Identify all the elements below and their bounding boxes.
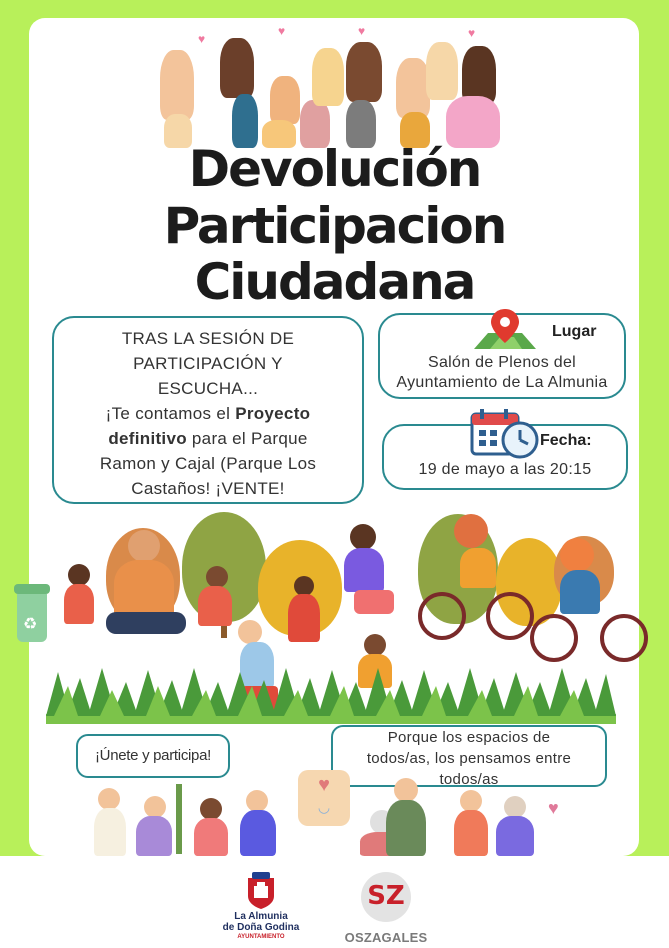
map-location-icon bbox=[470, 307, 540, 353]
intro-line-5: definitivo para el Parque bbox=[108, 429, 308, 448]
intro-line-2: PARTICIPACIÓN Y bbox=[133, 354, 283, 373]
raised-hands-illustration bbox=[150, 24, 510, 148]
location-line-2: Ayuntamiento de La Almunia bbox=[396, 374, 608, 391]
ayuntamiento-name-line-1: La Almunia bbox=[234, 911, 288, 922]
heart-icon: ♥ bbox=[278, 24, 286, 38]
intro-line-3: ESCUCHA... bbox=[157, 379, 259, 398]
ayuntamiento-logo bbox=[216, 872, 306, 948]
title-line-3: Ciudadana bbox=[194, 253, 475, 311]
ayuntamiento-name-line-2: de Doña Godina bbox=[222, 922, 300, 933]
location-box bbox=[378, 313, 626, 399]
oszagales-emblem-icon: SZ bbox=[361, 872, 411, 922]
location-label: Lugar bbox=[552, 323, 597, 340]
join-text: ¡Únete y participa! bbox=[94, 747, 212, 764]
title-line-1: Devolución bbox=[188, 140, 481, 198]
intro-highlight-1: Proyecto bbox=[235, 404, 311, 423]
heart-icon: ♥ bbox=[468, 26, 476, 40]
heart-flower-icon: ♥ bbox=[548, 798, 559, 818]
ayuntamiento-name-line-3: AYUNTAMIENTO bbox=[237, 934, 285, 940]
intro-line-4: ¡Te contamos el Proyecto bbox=[105, 404, 311, 423]
heart-icon: ♥ bbox=[198, 32, 206, 46]
footer bbox=[0, 856, 669, 948]
intro-line-7: Castaños! ¡VENTE! bbox=[131, 479, 285, 498]
oszagales-logo bbox=[340, 872, 432, 948]
date-box bbox=[382, 424, 628, 490]
intro-line-6: Ramon y Cajal (Parque Los bbox=[99, 454, 317, 473]
grass-illustration bbox=[46, 664, 616, 724]
motto-line-3: todos/as bbox=[439, 771, 499, 788]
motto-line-1: Porque los espacios de bbox=[387, 729, 551, 746]
park-scene-illustration bbox=[14, 508, 654, 728]
caring-hands-heart-icon: ♥ ◡ bbox=[298, 770, 350, 826]
heart-icon: ♥ bbox=[358, 24, 366, 38]
intro-box bbox=[52, 316, 364, 504]
motto-line-2: todos/as, los pensamos entre bbox=[366, 750, 572, 767]
date-value: 19 de mayo a las 20:15 bbox=[418, 461, 592, 478]
intro-line-1: TRAS LA SESIÓN DE bbox=[121, 329, 295, 348]
recycling-bin-icon: ♻ bbox=[14, 584, 50, 644]
title-line-2: Participacion bbox=[163, 197, 506, 255]
oszagales-name: OSZAGALES bbox=[344, 930, 428, 945]
calendar-clock-icon bbox=[470, 408, 542, 460]
date-label: Fecha: bbox=[540, 432, 592, 449]
location-line-1: Salón de Plenos del bbox=[427, 354, 577, 371]
community-people-illustration bbox=[90, 770, 580, 856]
coat-of-arms-icon bbox=[244, 872, 278, 910]
intro-highlight-2: definitivo bbox=[108, 429, 187, 448]
